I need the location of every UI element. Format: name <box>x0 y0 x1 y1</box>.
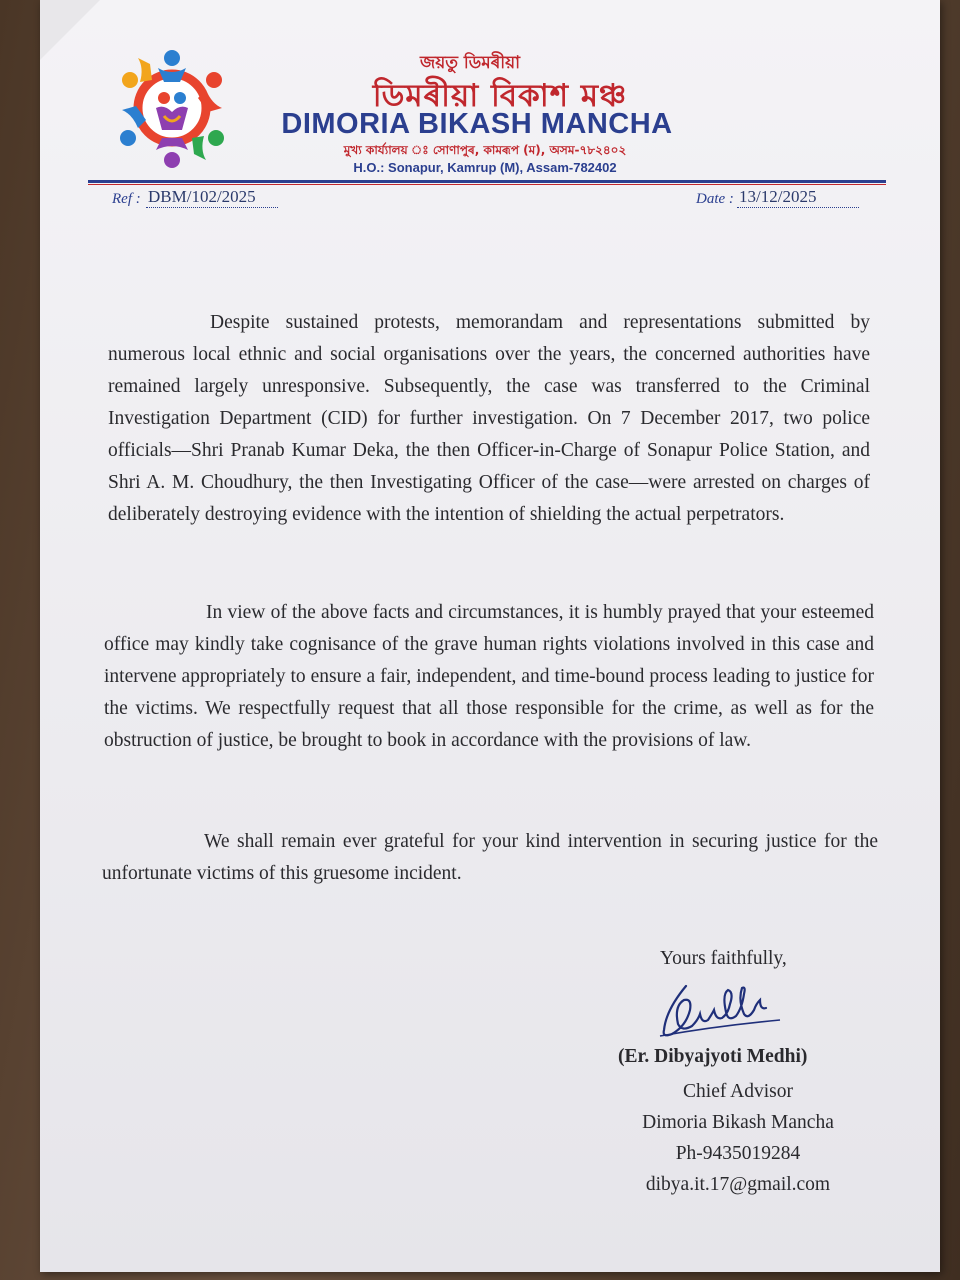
org-name-english: DIMORIA BIKASH MANCHA <box>281 108 673 140</box>
body-paragraph-3: We shall remain ever grateful for your kind intervention in securing justice for the unfortunate victims of this gruesome incident. <box>102 831 878 884</box>
signatory-phone: Ph-9435019284 <box>675 1143 801 1164</box>
signatory-details <box>600 1076 876 1200</box>
org-name-bengali: ডিমৰীয়া বিকাশ মঞ্চ <box>372 78 628 114</box>
letter-date: 13/12/2025 <box>737 187 859 208</box>
header-divider <box>88 180 886 183</box>
organisation-logo <box>110 46 234 170</box>
slogan-bengali: জয়তু ডিমৰীয়া <box>420 53 521 73</box>
folded-corner <box>40 0 100 60</box>
body-paragraph-2: In view of the above facts and circumstances, it is humbly prayed that your esteemed office may kindly take cognisance of the grave human rights violations involved in this case and intervene appropriately to ensure a fair, independent, and time-bound process leading to justice for the victims. We respectfully request that all those responsible for the crime, as well as for the obstruction of justice, be brought to book in accordance with the provisions of law. <box>104 602 874 751</box>
body-paragraph-1: Despite sustained protests, memorandam and representations submitted by numerous local ethnic and social organisations over the years, the concerned authorities have remained largely unresponsive. Subsequently, the case was transferred to the Criminal Investigation Department (CID) for further investigation. On 7 December 2017, two police officials—Shri Pranab Kumar Deka, the then Officer-in-Charge of Sonapur Police Station, and Shri A. M. Choudhury, the then Investigating Officer of the case—were arrested on charges of deliberately destroying evidence with the intention of shielding the actual perpetrators. <box>108 312 870 525</box>
letter-page <box>40 0 940 1272</box>
date-label: Date : <box>696 191 734 207</box>
ref-label: Ref : <box>112 191 141 207</box>
signatory-title: Chief Advisor <box>683 1081 793 1102</box>
signatory-organisation: Dimoria Bikash Mancha <box>642 1112 834 1133</box>
ref-number: DBM/102/2025 <box>146 187 278 208</box>
signatory-email: dibya.it.17@gmail.com <box>645 1174 831 1195</box>
closing-salutation: Yours faithfully, <box>660 948 787 969</box>
signatory-name: (Er. Dibyajyoti Medhi) <box>618 1046 808 1067</box>
handwritten-signature <box>656 980 786 1042</box>
header-divider-thin <box>88 184 886 185</box>
address-english: H.O.: Sonapur, Kamrup (M), Assam-782402 <box>353 160 617 175</box>
address-bengali: মুখ্য কাৰ্য্যালয় ঃ সোণাপুৰ, কামৰূপ (ম), অসম-৭৮২৪০২ <box>343 143 627 157</box>
